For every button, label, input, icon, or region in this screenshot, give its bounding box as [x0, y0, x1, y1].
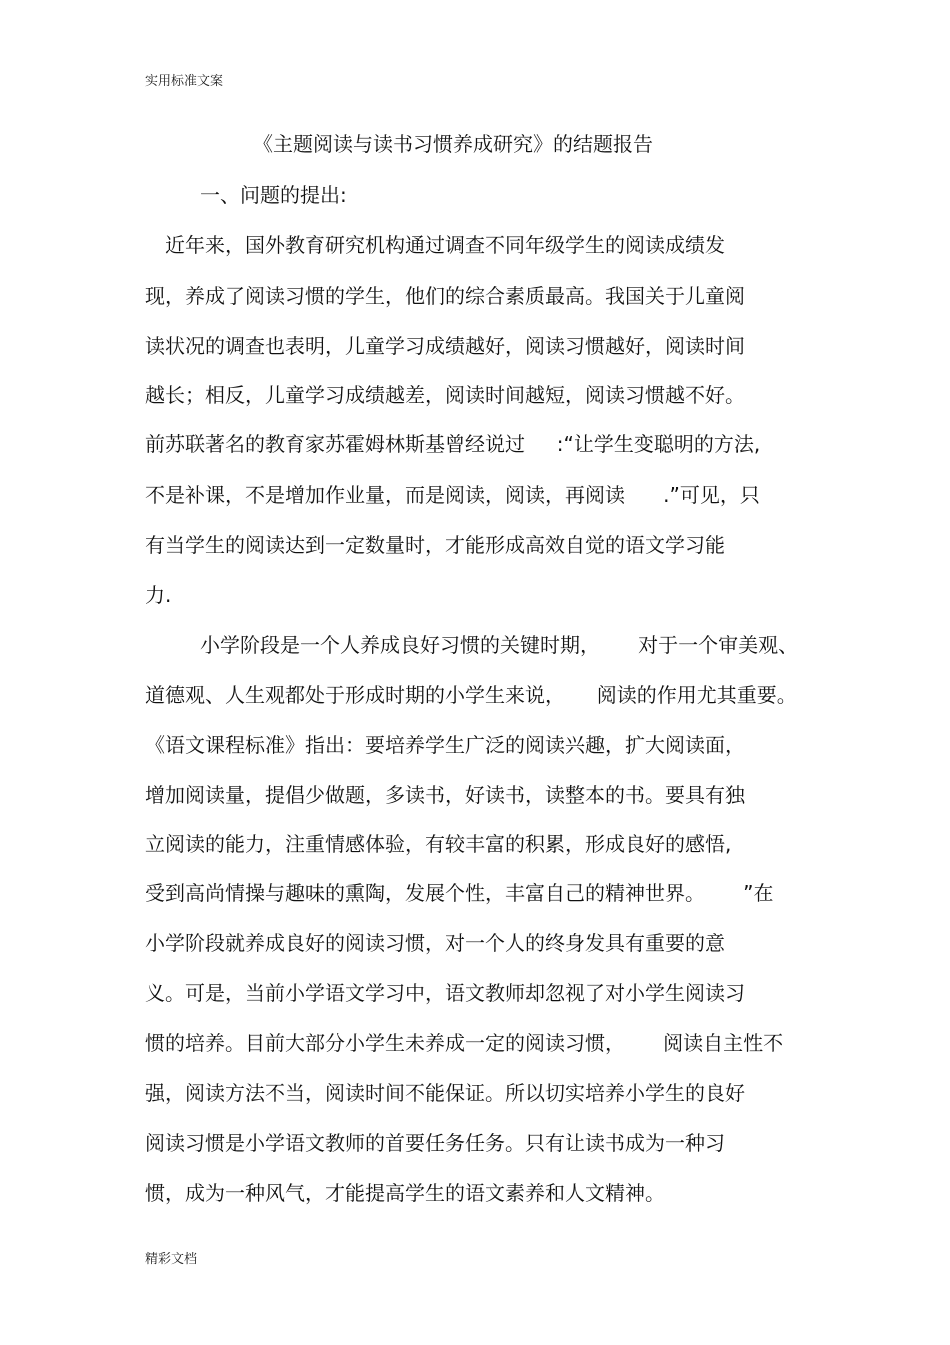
paragraph2-line: 惯的培养。目前大部分小学生未养成一定的阅读习惯， 阅读自主性不	[145, 1031, 784, 1055]
document-title: 《主题阅读与读书习惯养成研究》的结题报告	[253, 132, 653, 156]
paragraph2-line: 增加阅读量，提倡少做题，多读书，好读书，读整本的书。要具有独	[145, 783, 745, 807]
paragraph1-line: 有当学生的阅读达到一定数量时，才能形成高效自觉的语文学习能	[145, 533, 725, 557]
paragraph1-line: 现，养成了阅读习惯的学生，他们的综合素质最高。我国关于儿童阅	[145, 284, 745, 308]
footer-label: 精彩文档	[145, 1252, 198, 1267]
paragraph2-line: 受到高尚情操与趣味的熏陶，发展个性，丰富自己的精神世界。 ”在	[145, 881, 774, 905]
paragraph1-line: 力.	[145, 583, 172, 607]
paragraph2-line: 小学阶段就养成良好的阅读习惯，对一个人的终身发具有重要的意	[145, 931, 725, 955]
paragraph2-line: 《语文课程标准》指出：要培养学生广泛的阅读兴趣，扩大阅读面，	[145, 733, 745, 757]
paragraph2-line: 立阅读的能力，注重情感体验，有较丰富的积累，形成良好的感悟,	[145, 832, 732, 856]
paragraph1-line: 越长；相反，儿童学习成绩越差，阅读时间越短，阅读习惯越不好。	[145, 383, 745, 407]
paragraph2-line: 道德观、人生观都处于形成时期的小学生来说， 阅读的作用尤其重要。	[145, 683, 797, 707]
paragraph2-line: 阅读习惯是小学语文教师的首要任务任务。只有让读书成为一种习	[145, 1131, 725, 1155]
paragraph2-line: 惯，成为一种风气，才能提高学生的语文素养和人文精神。	[145, 1181, 665, 1205]
paragraph1-line: 前苏联著名的教育家苏霍姆林斯基曾经说过 :“让学生变聪明的方法,	[145, 432, 761, 456]
paragraph1-line: 不是补课，不是增加作业量，而是阅读，阅读，再阅读 .”可见，只	[145, 483, 760, 507]
section-heading: 一、问题的提出:	[200, 183, 347, 207]
header-label: 实用标准文案	[145, 74, 224, 89]
paragraph1-line: 近年来，国外教育研究机构通过调查不同年级学生的阅读成绩发	[165, 233, 725, 257]
paragraph2-line: 强，阅读方法不当，阅读时间不能保证。所以切实培养小学生的良好	[145, 1081, 745, 1105]
paragraph1-line: 读状况的调查也表明，儿童学习成绩越好，阅读习惯越好，阅读时间	[145, 334, 745, 358]
paragraph2-line: 义。可是，当前小学语文学习中，语文教师却忽视了对小学生阅读习	[145, 981, 745, 1005]
paragraph2-line: 小学阶段是一个人养成良好习惯的关键时期， 对于一个审美观、	[200, 633, 799, 657]
